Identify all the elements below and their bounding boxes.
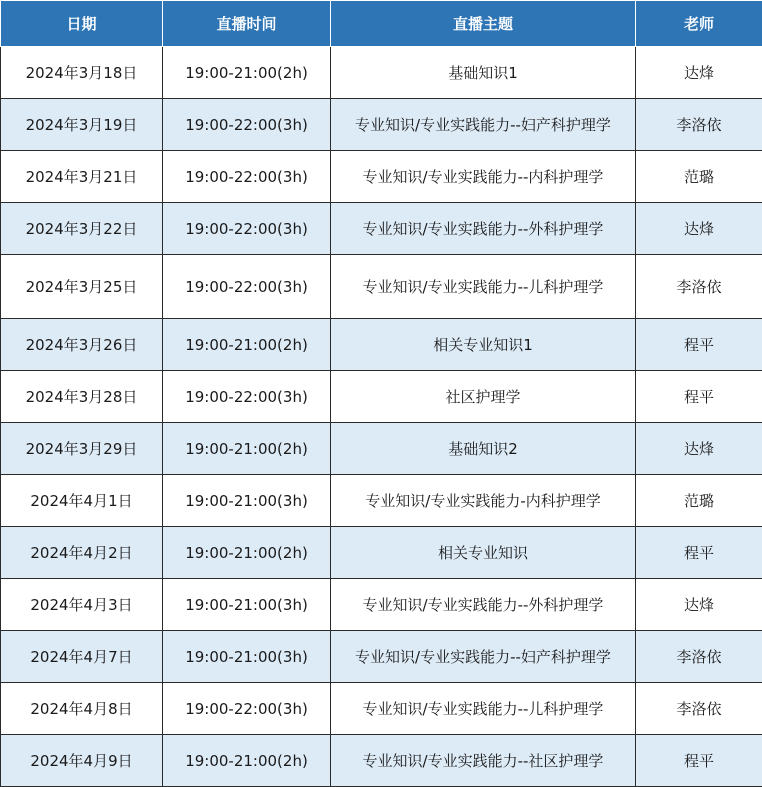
teacher-cell: 程平 [636, 735, 762, 787]
time-cell: 19:00-21:00(3h) [163, 579, 331, 631]
table-row [1, 735, 762, 787]
teacher-cell: 程平 [636, 371, 762, 423]
date-cell: 2024年3月29日 [1, 423, 163, 475]
teacher-cell: 李洛依 [636, 255, 762, 319]
teacher-cell: 达烽 [636, 203, 762, 255]
date-cell: 2024年4月1日 [1, 475, 163, 527]
teacher-cell: 程平 [636, 319, 762, 371]
table-row [1, 527, 762, 579]
teacher-cell: 李洛依 [636, 99, 762, 151]
topic-cell: 专业知识/专业实践能力--内科护理学 [331, 151, 636, 203]
header-teacher: 老师 [636, 1, 762, 47]
table-row [1, 151, 762, 203]
topic-cell: 相关专业知识 [331, 527, 636, 579]
topic-cell: 基础知识1 [331, 47, 636, 99]
date-cell: 2024年3月28日 [1, 371, 163, 423]
date-cell: 2024年3月25日 [1, 255, 163, 319]
date-cell: 2024年3月26日 [1, 319, 163, 371]
teacher-cell: 范璐 [636, 475, 762, 527]
date-cell: 2024年3月22日 [1, 203, 163, 255]
table-row [1, 631, 762, 683]
teacher-cell: 李洛依 [636, 683, 762, 735]
time-cell: 19:00-21:00(2h) [163, 423, 331, 475]
table-header [1, 1, 762, 47]
date-cell: 2024年3月18日 [1, 47, 163, 99]
date-cell: 2024年4月3日 [1, 579, 163, 631]
table-row [1, 319, 762, 371]
table-row [1, 203, 762, 255]
date-cell: 2024年4月8日 [1, 683, 163, 735]
table-row [1, 475, 762, 527]
topic-cell: 基础知识2 [331, 423, 636, 475]
date-cell: 2024年4月2日 [1, 527, 163, 579]
time-cell: 19:00-21:00(2h) [163, 527, 331, 579]
date-cell: 2024年3月21日 [1, 151, 163, 203]
time-cell: 19:00-21:00(2h) [163, 735, 331, 787]
table-body [1, 47, 762, 787]
teacher-cell: 范璐 [636, 151, 762, 203]
topic-cell: 相关专业知识1 [331, 319, 636, 371]
date-cell: 2024年4月7日 [1, 631, 163, 683]
teacher-cell: 达烽 [636, 423, 762, 475]
date-cell: 2024年4月9日 [1, 735, 163, 787]
topic-cell: 专业知识/专业实践能力-内科护理学 [331, 475, 636, 527]
topic-cell: 专业知识/专业实践能力--妇产科护理学 [331, 631, 636, 683]
time-cell: 19:00-21:00(2h) [163, 47, 331, 99]
teacher-cell: 李洛依 [636, 631, 762, 683]
header-row [1, 1, 762, 47]
time-cell: 19:00-22:00(3h) [163, 99, 331, 151]
header-date: 日期 [1, 1, 163, 47]
topic-cell: 专业知识/专业实践能力--儿科护理学 [331, 255, 636, 319]
topic-cell: 专业知识/专业实践能力--外科护理学 [331, 579, 636, 631]
time-cell: 19:00-22:00(3h) [163, 371, 331, 423]
topic-cell: 专业知识/专业实践能力--外科护理学 [331, 203, 636, 255]
topic-cell: 专业知识/专业实践能力--社区护理学 [331, 735, 636, 787]
table-row [1, 99, 762, 151]
teacher-cell: 达烽 [636, 47, 762, 99]
table-row [1, 371, 762, 423]
table-row [1, 683, 762, 735]
topic-cell: 专业知识/专业实践能力--妇产科护理学 [331, 99, 636, 151]
time-cell: 19:00-22:00(3h) [163, 683, 331, 735]
teacher-cell: 达烽 [636, 579, 762, 631]
topic-cell: 专业知识/专业实践能力--儿科护理学 [331, 683, 636, 735]
table-row [1, 423, 762, 475]
table-row [1, 47, 762, 99]
table-row [1, 579, 762, 631]
time-cell: 19:00-21:00(2h) [163, 319, 331, 371]
time-cell: 19:00-22:00(3h) [163, 151, 331, 203]
time-cell: 19:00-21:00(3h) [163, 475, 331, 527]
teacher-cell: 程平 [636, 527, 762, 579]
table-row [1, 255, 762, 319]
topic-cell: 社区护理学 [331, 371, 636, 423]
header-topic: 直播主题 [331, 1, 636, 47]
header-time: 直播时间 [163, 1, 331, 47]
time-cell: 19:00-21:00(3h) [163, 631, 331, 683]
date-cell: 2024年3月19日 [1, 99, 163, 151]
time-cell: 19:00-22:00(3h) [163, 203, 331, 255]
time-cell: 19:00-22:00(3h) [163, 255, 331, 319]
